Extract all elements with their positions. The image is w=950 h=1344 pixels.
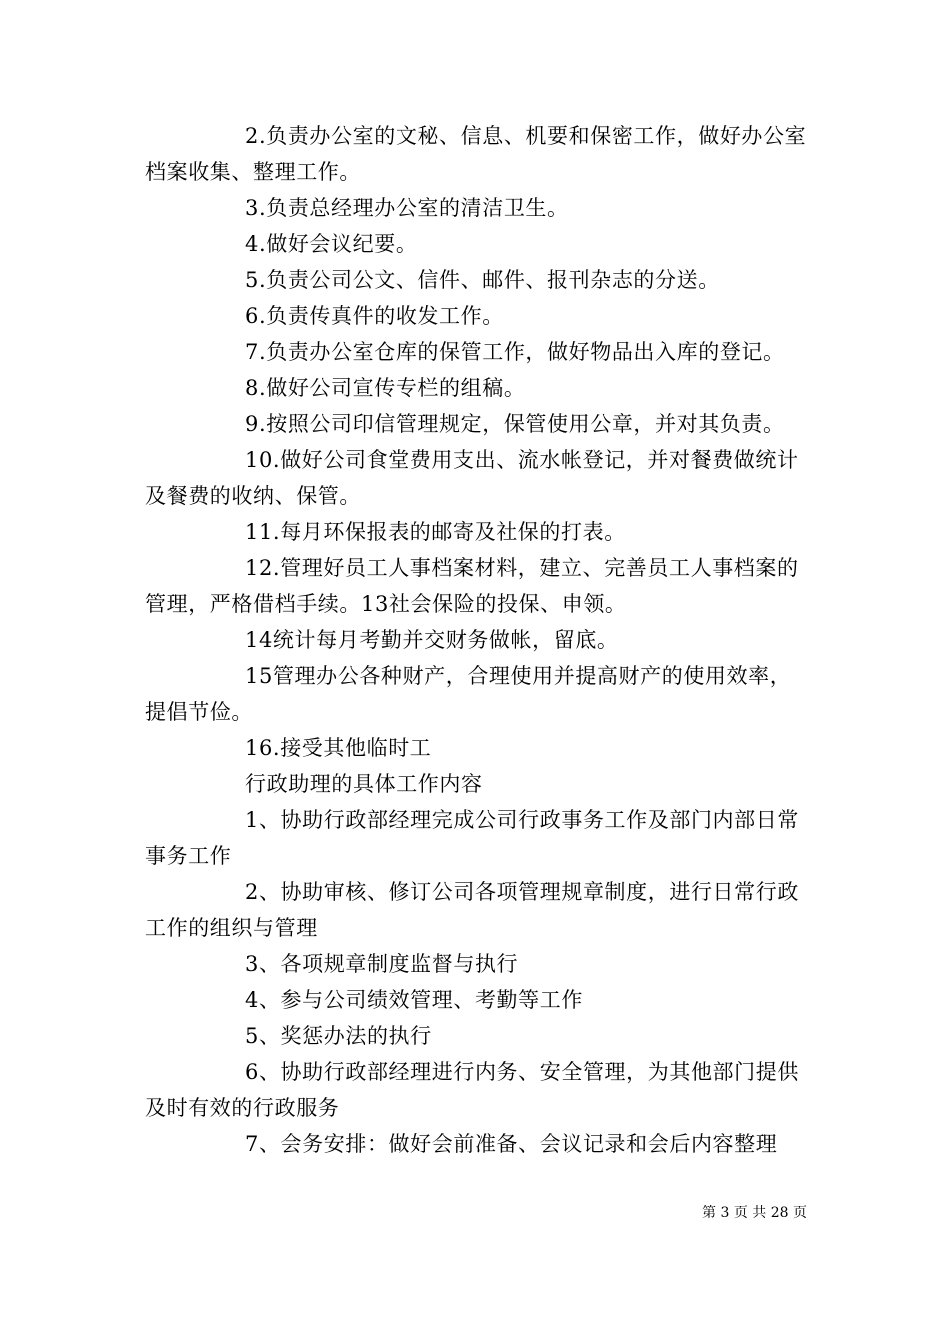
paragraph-item-10: 10.做好公司食堂费用支出、流水帐登记，并对餐费做统计及餐费的收纳、保管。 xyxy=(145,448,799,508)
paragraph-item-3: 3.负责总经理办公室的清洁卫生。 xyxy=(245,196,569,220)
duty-item-2: 2、协助审核、修订公司各项管理规章制度，进行日常行政工作的组织与管理 xyxy=(145,880,799,940)
duty-item-4: 4、参与公司绩效管理、考勤等工作 xyxy=(245,988,583,1012)
paragraph-item-7: 7.负责办公室仓库的保管工作，做好物品出入库的登记。 xyxy=(245,340,785,364)
section-heading: 行政助理的具体工作内容 xyxy=(245,772,483,796)
page-number-footer: 第 3 页 共 28 页 xyxy=(702,1205,807,1221)
paragraph-item-5: 5.负责公司公文、信件、邮件、报刊杂志的分送。 xyxy=(245,268,720,292)
duty-item-7: 7、会务安排：做好会前准备、会议记录和会后内容整理 xyxy=(245,1132,778,1156)
duty-item-6: 6、协助行政部经理进行内务、安全管理，为其他部门提供及时有效的行政服务 xyxy=(145,1060,799,1120)
paragraph-item-2: 2.负责办公室的文秘、信息、机要和保密工作，做好办公室档案收集、整理工作。 xyxy=(145,124,807,184)
duty-item-1: 1、协助行政部经理完成公司行政事务工作及部门内部日常事务工作 xyxy=(145,808,799,868)
paragraph-item-9: 9.按照公司印信管理规定，保管使用公章，并对其负责。 xyxy=(245,412,785,436)
paragraph-item-11: 11.每月环保报表的邮寄及社保的打表。 xyxy=(245,520,626,544)
document-body xyxy=(145,118,807,1162)
paragraph-item-8: 8.做好公司宣传专栏的组稿。 xyxy=(245,376,526,400)
duty-item-3: 3、各项规章制度监督与执行 xyxy=(245,952,519,976)
paragraph-item-6: 6.负责传真件的收发工作。 xyxy=(245,304,504,328)
paragraph-item-16: 16.接受其他临时工 xyxy=(245,736,432,760)
paragraph-item-15: 15管理办公各种财产，合理使用并提高财产的使用效率，提倡节俭。 xyxy=(145,664,792,724)
paragraph-item-12: 12.管理好员工人事档案材料，建立、完善员工人事档案的管理，严格借档手续。13社会保险的投保、申领。 xyxy=(145,556,799,616)
duty-item-5: 5、奖惩办法的执行 xyxy=(245,1024,432,1048)
paragraph-item-14: 14统计每月考勤并交财务做帐，留底。 xyxy=(245,628,619,652)
paragraph-item-4: 4.做好会议纪要。 xyxy=(245,232,418,256)
